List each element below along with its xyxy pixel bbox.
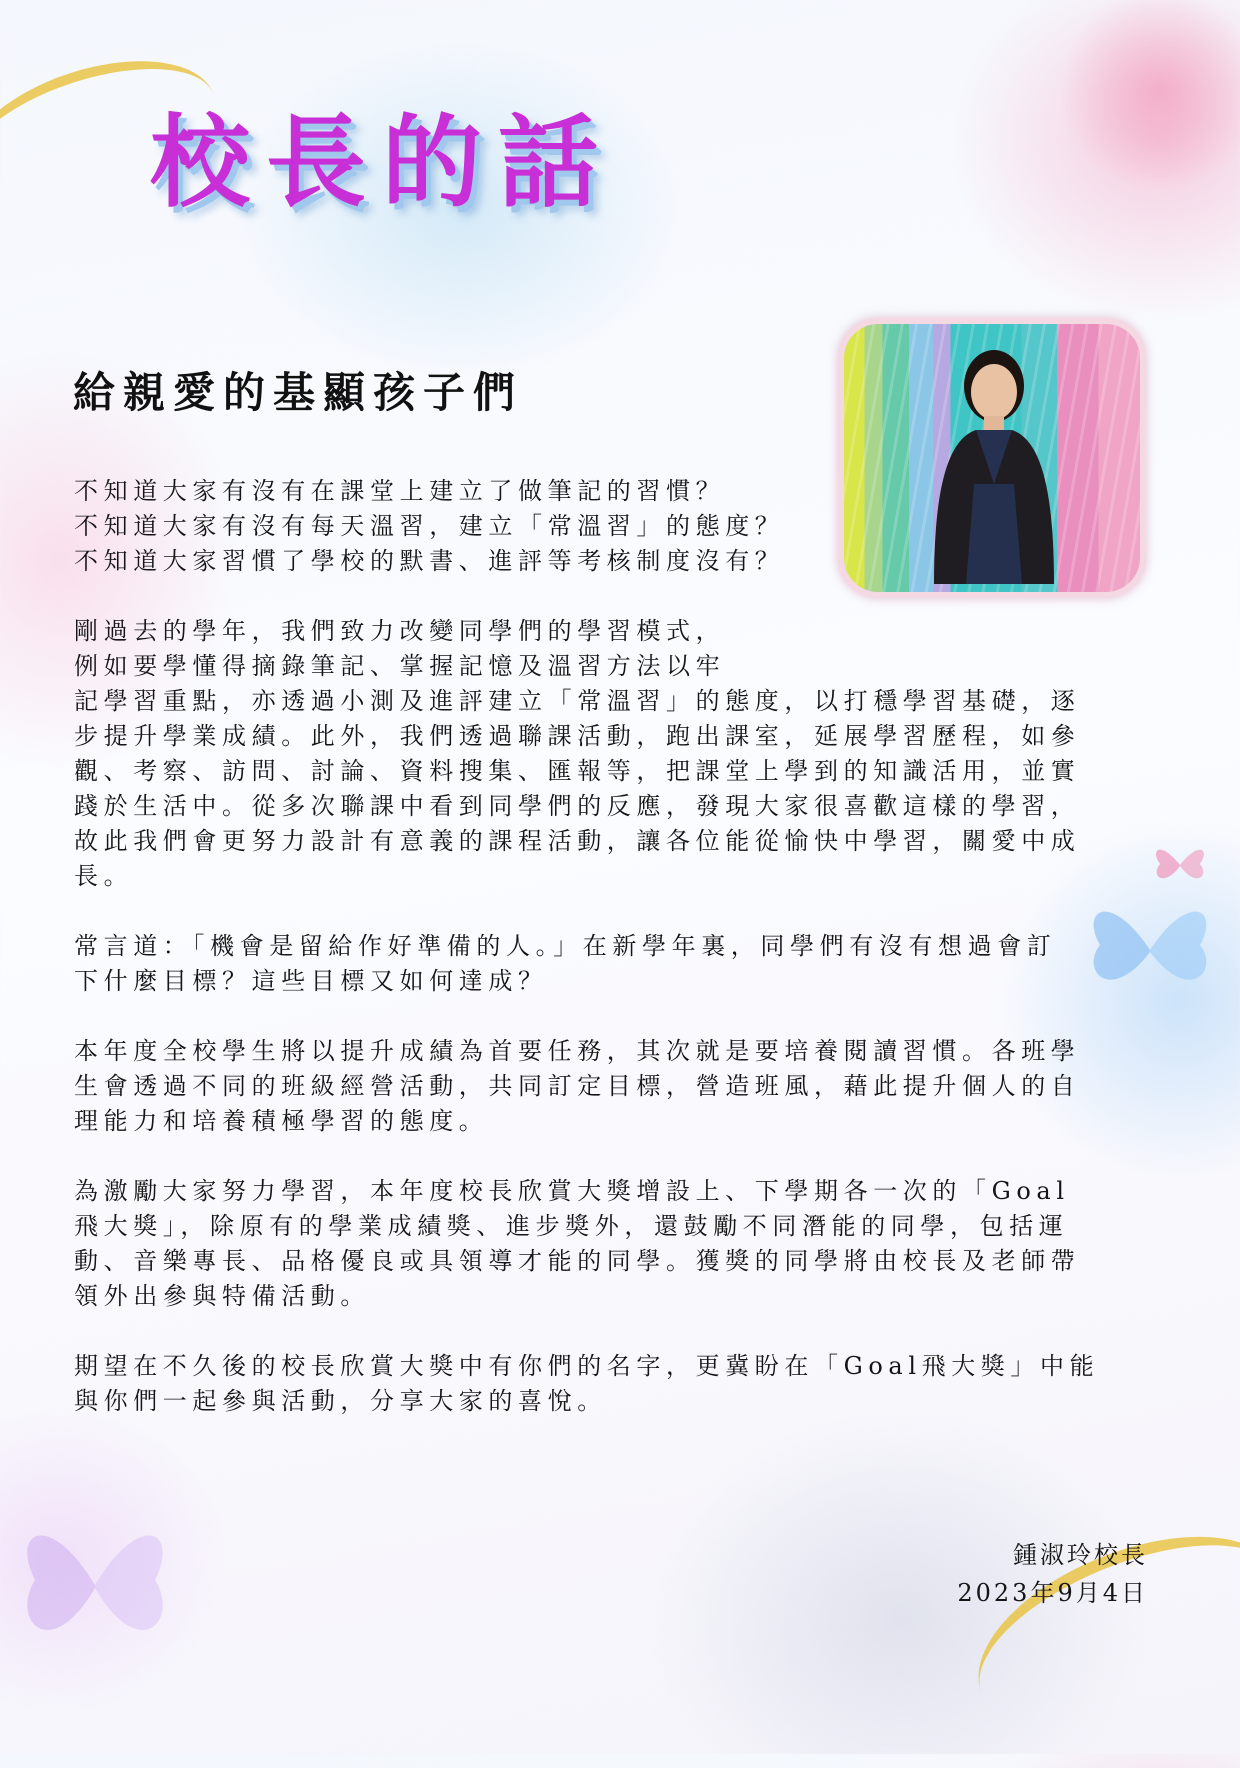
paragraph	[74, 929, 1154, 999]
text-line: 動、音樂專長、品格優良或具領導才能的同學。獲獎的同學將由校長及老師帶	[74, 1247, 1081, 1275]
purple-butterfly-icon	[10, 1500, 180, 1670]
text-line: 觀、考察、訪問、討論、資料搜集、匯報等，把課堂上學到的知識活用，並實	[74, 757, 1081, 785]
text-line: 領外出參與特備活動。	[74, 1282, 370, 1310]
text-line: 下什麼目標？這些目標又如何達成？	[74, 967, 548, 995]
text-line: 剛過去的學年，我們致力改變同學們的學習模式，	[74, 617, 726, 645]
paragraph	[74, 614, 1154, 894]
text-line: 與你們一起參與活動，分享大家的喜悅。	[74, 1387, 607, 1415]
paragraph	[74, 1034, 1154, 1139]
text-line: 理能力和培養積極學習的態度。	[74, 1107, 489, 1135]
text-line: 生會透過不同的班級經營活動，共同訂定目標，營造班風，藉此提升個人的自	[74, 1072, 1081, 1100]
text-line: 例如要學懂得摘錄筆記、掌握記憶及溫習方法以牢	[74, 652, 726, 680]
page-title: 校長的話	[150, 103, 614, 221]
pink-butterfly-icon	[1150, 840, 1210, 890]
signature-block	[957, 1536, 1148, 1612]
text-line: 本年度全校學生將以提升成績為首要任務，其次就是要培養閱讀習慣。各班學	[74, 1037, 1081, 1065]
text-line: 步提升學業成績。此外，我們透過聯課活動，跑出課室，延展學習歷程，如參	[74, 722, 1081, 750]
text-line: 期望在不久後的校長欣賞大獎中有你們的名字，更冀盼在「Goal飛大獎」中能	[74, 1352, 1100, 1380]
text-line: 飛大獎」，除原有的學業成績獎、進步獎外，還鼓勵不同潛能的同學，包括運	[74, 1212, 1069, 1240]
letter-greeting: 給親愛的基顯孩子們	[73, 368, 524, 417]
signature-name: 鍾淑玲校長	[1013, 1541, 1148, 1569]
pink-flower-decoration	[1050, 0, 1240, 200]
text-line: 為激勵大家努力學習，本年度校長欣賞大獎增設上、下學期各一次的「Goal	[74, 1177, 1070, 1205]
paragraph	[74, 474, 1154, 579]
text-line: 不知道大家有沒有每天溫習，建立「常溫習」的態度？	[74, 512, 785, 540]
signature-date: 2023年9月4日	[957, 1579, 1148, 1607]
text-line: 記學習重點，亦透過小測及進評建立「常溫習」的態度，以打穩學習基礎，逐	[74, 687, 1081, 715]
paragraph	[74, 1349, 1154, 1419]
text-line: 踐於生活中。從多次聯課中看到同學們的反應，發現大家很喜歡這樣的學習，	[74, 792, 1081, 820]
text-line: 不知道大家習慣了學校的默書、進評等考核制度沒有？	[74, 547, 785, 575]
paragraph	[74, 1174, 1154, 1314]
text-line: 不知道大家有沒有在課堂上建立了做筆記的習慣？	[74, 477, 726, 505]
letter-body	[74, 474, 1154, 1419]
text-line: 常言道：「機會是留給作好準備的人。」在新學年裏，同學們有沒有想過會訂	[74, 932, 1057, 960]
text-line: 長。	[74, 862, 134, 890]
text-line: 故此我們會更努力設計有意義的課程活動，讓各位能從愉快中學習，關愛中成	[74, 827, 1081, 855]
